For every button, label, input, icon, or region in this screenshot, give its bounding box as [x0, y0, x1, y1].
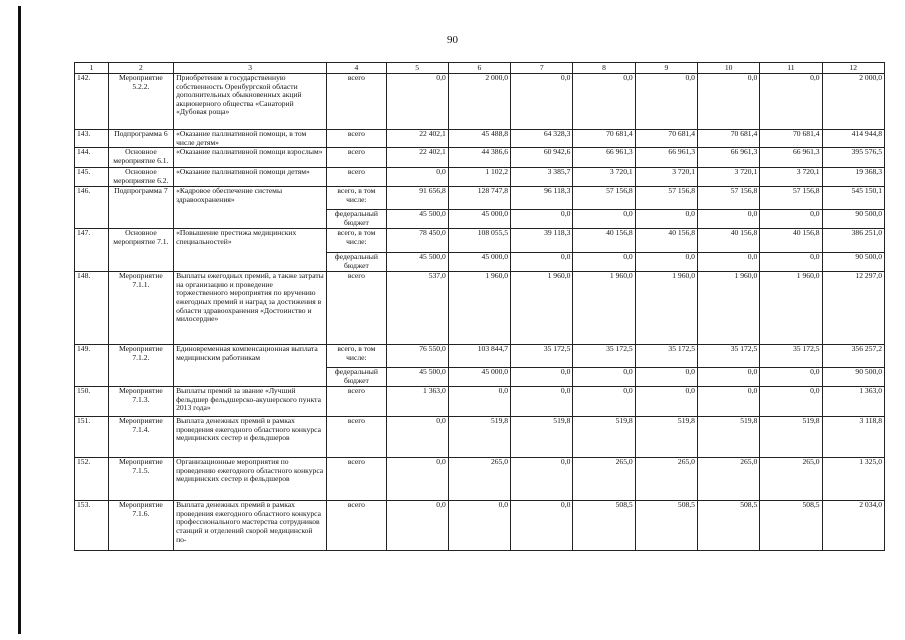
amount-cell: 0,0	[635, 210, 697, 229]
row-number-cell: 151.	[75, 417, 109, 458]
column-number-6: 6	[448, 63, 510, 74]
amount-cell: 519,8	[697, 417, 759, 458]
amount-cell: 0,0	[573, 74, 635, 130]
funding-source-cell: всего	[327, 130, 386, 148]
amount-cell: 265,0	[697, 458, 759, 501]
amount-cell: 0,0	[635, 387, 697, 417]
item-type-cell: Мероприятие 5.2.2.	[108, 74, 173, 130]
total-amount-cell: 12 297,0	[822, 272, 884, 345]
total-amount-cell: 90 500,0	[822, 210, 884, 229]
funding-source-cell: всего, в том числе:	[327, 229, 386, 253]
row-142	[75, 74, 885, 130]
item-type-cell: Основное мероприятие 7.1.	[108, 229, 173, 272]
amount-cell: 265,0	[760, 458, 822, 501]
row-151	[75, 417, 885, 458]
row-number-cell: 147.	[75, 229, 109, 272]
amount-cell: 1 960,0	[760, 272, 822, 345]
amount-cell: 0,0	[697, 210, 759, 229]
amount-cell: 64 328,3	[511, 130, 573, 148]
total-amount-cell: 386 251,0	[822, 229, 884, 253]
amount-cell: 519,8	[635, 417, 697, 458]
row-number-cell: 150.	[75, 387, 109, 417]
amount-cell: 0,0	[697, 387, 759, 417]
amount-cell: 66 961,3	[573, 148, 635, 168]
amount-cell: 0,0	[448, 501, 510, 551]
funding-source-cell: всего, в том числе:	[327, 345, 386, 368]
amount-cell: 0,0	[635, 368, 697, 387]
amount-cell: 0,0	[511, 253, 573, 272]
column-number-3: 3	[174, 63, 327, 74]
amount-cell: 40 156,8	[697, 229, 759, 253]
amount-cell: 0,0	[573, 253, 635, 272]
amount-cell: 0,0	[760, 387, 822, 417]
page-edge-rule	[18, 6, 21, 634]
amount-cell: 0,0	[511, 387, 573, 417]
amount-cell: 1 960,0	[635, 272, 697, 345]
amount-cell: 1 960,0	[511, 272, 573, 345]
amount-cell: 70 681,4	[760, 130, 822, 148]
amount-cell: 45 500,0	[386, 368, 448, 387]
column-number-4: 4	[327, 63, 386, 74]
row-number-cell: 145.	[75, 168, 109, 187]
amount-cell: 0,0	[635, 74, 697, 130]
amount-cell: 508,5	[635, 501, 697, 551]
total-amount-cell: 2 034,0	[822, 501, 884, 551]
table-body	[75, 74, 885, 551]
item-name-cell: Выплаты ежегодных премий, а также затраты на организацию и проведение торжественного мероприятия по вручению ежегодных премий и наград за достижения в области здравоохранения «Достоинство и милосердие»	[174, 272, 327, 345]
funding-source-cell: всего	[327, 417, 386, 458]
amount-cell: 265,0	[635, 458, 697, 501]
budget-table	[74, 62, 885, 551]
funding-source-cell: всего	[327, 387, 386, 417]
amount-cell: 0,0	[697, 74, 759, 130]
amount-cell: 0,0	[386, 168, 448, 187]
amount-cell: 0,0	[760, 368, 822, 387]
amount-cell: 66 961,3	[760, 148, 822, 168]
amount-cell: 0,0	[573, 368, 635, 387]
amount-cell: 45 000,0	[448, 253, 510, 272]
amount-cell: 40 156,8	[573, 229, 635, 253]
amount-cell: 3 720,1	[573, 168, 635, 187]
table-header	[75, 63, 885, 74]
column-number-10: 10	[697, 63, 759, 74]
column-number-1: 1	[75, 63, 109, 74]
row-number-cell: 143.	[75, 130, 109, 148]
amount-cell: 103 844,7	[448, 345, 510, 368]
amount-cell: 265,0	[448, 458, 510, 501]
total-amount-cell: 1 363,0	[822, 387, 884, 417]
amount-cell: 45 000,0	[448, 368, 510, 387]
amount-cell: 508,5	[573, 501, 635, 551]
total-amount-cell: 1 325,0	[822, 458, 884, 501]
amount-cell: 508,5	[760, 501, 822, 551]
row-153	[75, 501, 885, 551]
amount-cell: 66 961,3	[697, 148, 759, 168]
row-number-cell: 148.	[75, 272, 109, 345]
item-name-cell: «Оказание паллиативной помощи детям»	[174, 168, 327, 187]
amount-cell: 45 488,8	[448, 130, 510, 148]
column-number-7: 7	[511, 63, 573, 74]
amount-cell: 0,0	[386, 501, 448, 551]
amount-cell: 45 500,0	[386, 253, 448, 272]
amount-cell: 76 550,0	[386, 345, 448, 368]
amount-cell: 0,0	[573, 210, 635, 229]
item-type-cell: Мероприятие 7.1.2.	[108, 345, 173, 387]
row-147	[75, 229, 885, 253]
item-name-cell: «Повышение престижа медицинских специальностей»	[174, 229, 327, 272]
amount-cell: 40 156,8	[760, 229, 822, 253]
amount-cell: 0,0	[760, 253, 822, 272]
funding-source-cell: всего	[327, 501, 386, 551]
item-name-cell: «Кадровое обеспечение системы здравоохранения»	[174, 187, 327, 229]
amount-cell: 66 961,3	[635, 148, 697, 168]
amount-cell: 78 450,0	[386, 229, 448, 253]
amount-cell: 35 172,5	[697, 345, 759, 368]
amount-cell: 108 055,5	[448, 229, 510, 253]
row-149	[75, 345, 885, 368]
column-number-row	[75, 63, 885, 74]
item-type-cell: Подпрограмма 6	[108, 130, 173, 148]
funding-source-cell: всего, в том числе:	[327, 187, 386, 210]
amount-cell: 57 156,8	[635, 187, 697, 210]
column-number-9: 9	[635, 63, 697, 74]
funding-source-cell: всего	[327, 272, 386, 345]
item-type-cell: Мероприятие 7.1.4.	[108, 417, 173, 458]
row-number-cell: 153.	[75, 501, 109, 551]
column-number-5: 5	[386, 63, 448, 74]
amount-cell: 60 942,6	[511, 148, 573, 168]
amount-cell: 519,8	[573, 417, 635, 458]
amount-cell: 537,0	[386, 272, 448, 345]
amount-cell: 3 720,1	[760, 168, 822, 187]
amount-cell: 0,0	[386, 458, 448, 501]
row-152	[75, 458, 885, 501]
amount-cell: 0,0	[573, 387, 635, 417]
total-amount-cell: 19 368,3	[822, 168, 884, 187]
item-name-cell: «Оказание паллиативной помощи, в том числе детям»	[174, 130, 327, 148]
funding-source-cell: всего	[327, 148, 386, 168]
amount-cell: 35 172,5	[760, 345, 822, 368]
total-amount-cell: 2 000,0	[822, 74, 884, 130]
amount-cell: 519,8	[511, 417, 573, 458]
amount-cell: 45 000,0	[448, 210, 510, 229]
amount-cell: 1 102,2	[448, 168, 510, 187]
amount-cell: 0,0	[697, 253, 759, 272]
amount-cell: 40 156,8	[635, 229, 697, 253]
amount-cell: 1 960,0	[697, 272, 759, 345]
row-number-cell: 144.	[75, 148, 109, 168]
row-number-cell: 142.	[75, 74, 109, 130]
row-number-cell: 149.	[75, 345, 109, 387]
amount-cell: 0,0	[511, 501, 573, 551]
amount-cell: 45 500,0	[386, 210, 448, 229]
amount-cell: 44 386,6	[448, 148, 510, 168]
amount-cell: 91 656,8	[386, 187, 448, 210]
amount-cell: 3 720,1	[635, 168, 697, 187]
amount-cell: 57 156,8	[760, 187, 822, 210]
amount-cell: 3 720,1	[697, 168, 759, 187]
item-type-cell: Подпрограмма 7	[108, 187, 173, 229]
amount-cell: 57 156,8	[697, 187, 759, 210]
amount-cell: 22 402,1	[386, 148, 448, 168]
amount-cell: 35 172,5	[511, 345, 573, 368]
item-name-cell: Приобретение в государственную собственность Оренбургской области дополнительных обыкновенных акций акционерного общества «Санаторий «Дубовая роща»	[174, 74, 327, 130]
row-number-cell: 146.	[75, 187, 109, 229]
item-type-cell: Мероприятие 7.1.6.	[108, 501, 173, 551]
total-amount-cell: 3 118,8	[822, 417, 884, 458]
item-type-cell: Мероприятие 7.1.1.	[108, 272, 173, 345]
item-type-cell: Мероприятие 7.1.3.	[108, 387, 173, 417]
amount-cell: 3 385,7	[511, 168, 573, 187]
total-amount-cell: 356 257,2	[822, 345, 884, 368]
total-amount-cell: 395 576,5	[822, 148, 884, 168]
item-name-cell: «Оказание паллиативной помощи взрослым»	[174, 148, 327, 168]
amount-cell: 0,0	[760, 210, 822, 229]
amount-cell: 0,0	[635, 253, 697, 272]
amount-cell: 508,5	[697, 501, 759, 551]
item-type-cell: Мероприятие 7.1.5.	[108, 458, 173, 501]
amount-cell: 22 402,1	[386, 130, 448, 148]
amount-cell: 128 747,8	[448, 187, 510, 210]
item-name-cell: Выплата денежных премий в рамках проведения ежегодного областного конкурса медицинских сестер и фельдшеров	[174, 417, 327, 458]
amount-cell: 519,8	[448, 417, 510, 458]
column-number-2: 2	[108, 63, 173, 74]
row-145	[75, 168, 885, 187]
funding-source-cell: федеральный бюджет	[327, 210, 386, 229]
amount-cell: 0,0	[511, 458, 573, 501]
funding-source-cell: федеральный бюджет	[327, 368, 386, 387]
amount-cell: 0,0	[511, 368, 573, 387]
total-amount-cell: 414 944,8	[822, 130, 884, 148]
amount-cell: 57 156,8	[573, 187, 635, 210]
amount-cell: 0,0	[386, 74, 448, 130]
amount-cell: 0,0	[511, 74, 573, 130]
amount-cell: 0,0	[448, 387, 510, 417]
amount-cell: 0,0	[697, 368, 759, 387]
amount-cell: 0,0	[386, 417, 448, 458]
amount-cell: 35 172,5	[573, 345, 635, 368]
item-type-cell: Основное мероприятие 6.2.	[108, 168, 173, 187]
total-amount-cell: 545 150,1	[822, 187, 884, 210]
amount-cell: 519,8	[760, 417, 822, 458]
amount-cell: 265,0	[573, 458, 635, 501]
item-name-cell: Единовременная компенсационная выплата медицинским работникам	[174, 345, 327, 387]
funding-source-cell: всего	[327, 458, 386, 501]
amount-cell: 1 960,0	[573, 272, 635, 345]
item-name-cell: Выплаты премий за звание «Лучший фельдшер фельдшерско-акушерского пункта 2013 года»	[174, 387, 327, 417]
row-143	[75, 130, 885, 148]
row-number-cell: 152.	[75, 458, 109, 501]
page-number: 90	[447, 34, 458, 46]
row-146	[75, 187, 885, 210]
total-amount-cell: 90 500,0	[822, 253, 884, 272]
amount-cell: 35 172,5	[635, 345, 697, 368]
column-number-12: 12	[822, 63, 884, 74]
amount-cell: 1 363,0	[386, 387, 448, 417]
item-name-cell: Организационные мероприятия по проведению ежегодного областного конкурса медицинских сестер и фельдшеров	[174, 458, 327, 501]
funding-source-cell: федеральный бюджет	[327, 253, 386, 272]
amount-cell: 70 681,4	[573, 130, 635, 148]
row-144	[75, 148, 885, 168]
row-148	[75, 272, 885, 345]
total-amount-cell: 90 500,0	[822, 368, 884, 387]
item-type-cell: Основное мероприятие 6.1.	[108, 148, 173, 168]
amount-cell: 2 000,0	[448, 74, 510, 130]
amount-cell: 96 118,3	[511, 187, 573, 210]
amount-cell: 0,0	[760, 74, 822, 130]
column-number-11: 11	[760, 63, 822, 74]
item-name-cell: Выплата денежных премий в рамках проведения ежегодного областного конкурса профессионального мастерства сотрудников станций и отделений скорой медицинской по-	[174, 501, 327, 551]
amount-cell: 0,0	[511, 210, 573, 229]
amount-cell: 1 960,0	[448, 272, 510, 345]
row-150	[75, 387, 885, 417]
amount-cell: 39 118,3	[511, 229, 573, 253]
amount-cell: 70 681,4	[635, 130, 697, 148]
funding-source-cell: всего	[327, 168, 386, 187]
column-number-8: 8	[573, 63, 635, 74]
amount-cell: 70 681,4	[697, 130, 759, 148]
funding-source-cell: всего	[327, 74, 386, 130]
